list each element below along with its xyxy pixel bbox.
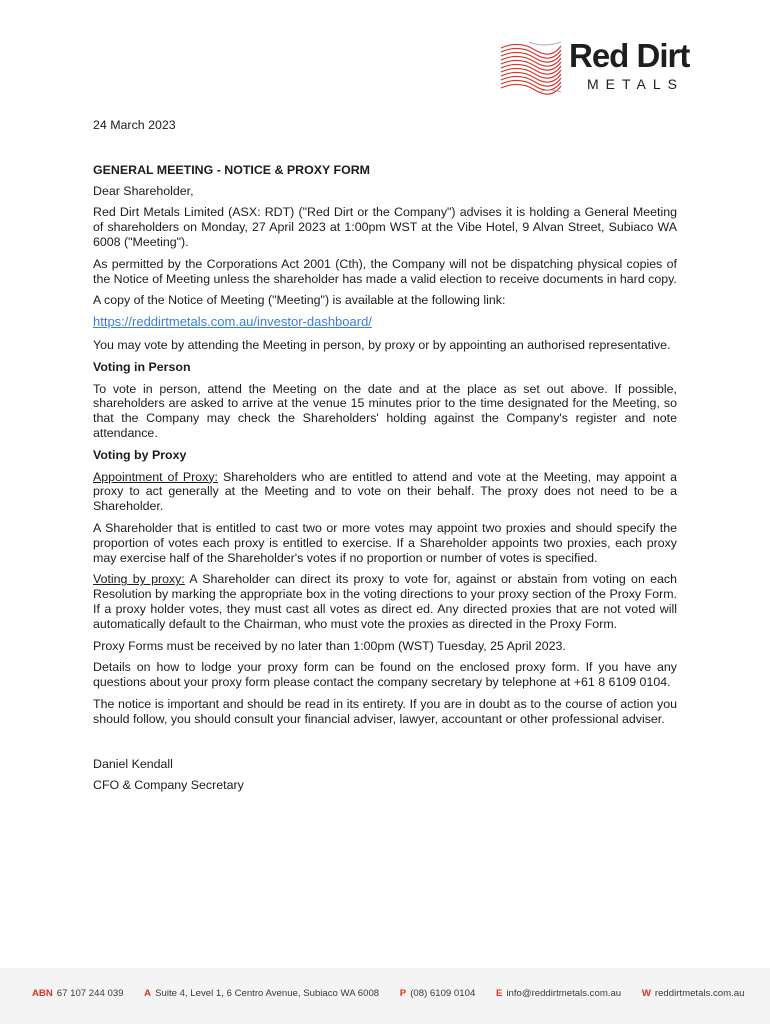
logo-wordmark: Red Dirt xyxy=(569,37,690,74)
appointment-of-proxy-label: Appointment of Proxy: xyxy=(93,469,218,484)
phone-label: P xyxy=(399,988,407,999)
web-label: W xyxy=(641,988,651,999)
voting-by-proxy-label: Voting by proxy: xyxy=(93,572,185,587)
signer-name: Daniel Kendall xyxy=(93,756,173,771)
paragraph-voting-in-person: To vote in person, attend the Meeting on the date and at the place as set out above. If possible, shareholders are asked to arrive at the venue 15 minutes prior to the time designated for the Meeting, so that the Company may check the Shareholders' holding against the Company's register and note attendance. xyxy=(93,381,677,440)
paragraph-two-proxies: A Shareholder that is entitled to cast two or more votes may appoint two proxies and should specify the proportion of votes each proxy is entitled to exercise. If a Shareholder appoints two proxies, each proxy may exercise half of the Shareholder's votes if no proportion or number of votes is specified. xyxy=(93,520,677,565)
paragraph-link-intro: A copy of the Notice of Meeting ("Meeting") is available at the following link: xyxy=(93,293,506,308)
page-footer xyxy=(0,968,770,1024)
paragraph-meeting-details: Red Dirt Metals Limited (ASX: RDT) ("Red Dirt or the Company") advises it is holding a General Meeting of shareholders on Monday, 27 April 2023 at 1:00pm WST at the Vibe Hotel, 9 Alvan Street, Subiaco WA 6008 ("Meeting"). xyxy=(93,205,677,249)
paragraph-lodge-details: Details on how to lodge your proxy form can be found on the enclosed proxy form. If you have any questions about your proxy form please contact the company secretary by telephone at +61 8 6109 0104. xyxy=(93,660,677,690)
address-label: A xyxy=(144,988,152,999)
salutation: Dear Shareholder, xyxy=(93,183,194,198)
footer-contact-row xyxy=(32,988,752,999)
web-value: reddirtmetals.com.au xyxy=(654,988,745,999)
paragraph-appointment-of-proxy xyxy=(93,470,677,514)
phone-value: (08) 6109 0104 xyxy=(410,988,476,999)
company-logo xyxy=(499,36,724,98)
footer-phone xyxy=(400,988,475,999)
footer-abn xyxy=(32,988,124,999)
investor-dashboard-link[interactable]: https://reddirtmetals.com.au/investor-dashboard/ xyxy=(93,314,372,330)
paragraph-vote-options: You may vote by attending the Meeting in person, by proxy or by appointing an authorised representative. xyxy=(93,337,671,352)
appointment-of-proxy-text: Shareholders who are entitled to attend and vote at the Meeting, may appoint a proxy to act generally at the Meeting and to vote on their behalf. The proxy does not need to be a Shareholder. xyxy=(93,469,678,514)
footer-website xyxy=(642,988,745,999)
footer-address xyxy=(144,988,379,999)
letter-title: GENERAL MEETING - NOTICE & PROXY FORM xyxy=(93,162,370,177)
footer-email xyxy=(496,988,621,999)
logo-subtitle: METALS xyxy=(587,76,684,92)
paragraph-important-notice: The notice is important and should be read in its entirety. If you are in doubt as to the course of action you should follow, you should consult your financial adviser, lawyer, accountant or other professional adviser. xyxy=(93,696,677,726)
address-value: Suite 4, Level 1, 6 Centro Avenue, Subiaco WA 6008 xyxy=(155,988,380,999)
logo-mark-icon xyxy=(499,38,563,96)
abn-label: ABN xyxy=(32,988,53,999)
letter-date: 24 March 2023 xyxy=(93,118,176,132)
voting-by-proxy-text: A Shareholder can direct its proxy to vote for, against or abstain from voting on each Resolution by marking the appropriate box in the voting directions to your proxy section of the Proxy Form. If a proxy holder votes, they must cast all votes as direct ed. Any directed proxies that are not voted will automatically default to the Chairman, who must vote the proxies as directed in the Proxy Form. xyxy=(93,572,677,631)
heading-voting-by-proxy: Voting by Proxy xyxy=(93,447,187,462)
email-label: E xyxy=(495,988,503,999)
paragraph-voting-by-proxy xyxy=(93,572,677,631)
abn-value: 67 107 244 039 xyxy=(56,988,124,999)
email-value: info@reddirtmetals.com.au xyxy=(506,988,622,999)
heading-voting-in-person: Voting in Person xyxy=(93,359,191,374)
signer-title: CFO & Company Secretary xyxy=(93,778,244,793)
paragraph-proxy-deadline: Proxy Forms must be received by no later than 1:00pm (WST) Tuesday, 25 April 2023. xyxy=(93,638,566,653)
letter-body xyxy=(93,118,677,800)
paragraph-no-dispatch: As permitted by the Corporations Act 2001 (Cth), the Company will not be dispatching physical copies of the Notice of Meeting unless the shareholder has made a valid election to receive documents in hard copy. xyxy=(93,256,677,286)
